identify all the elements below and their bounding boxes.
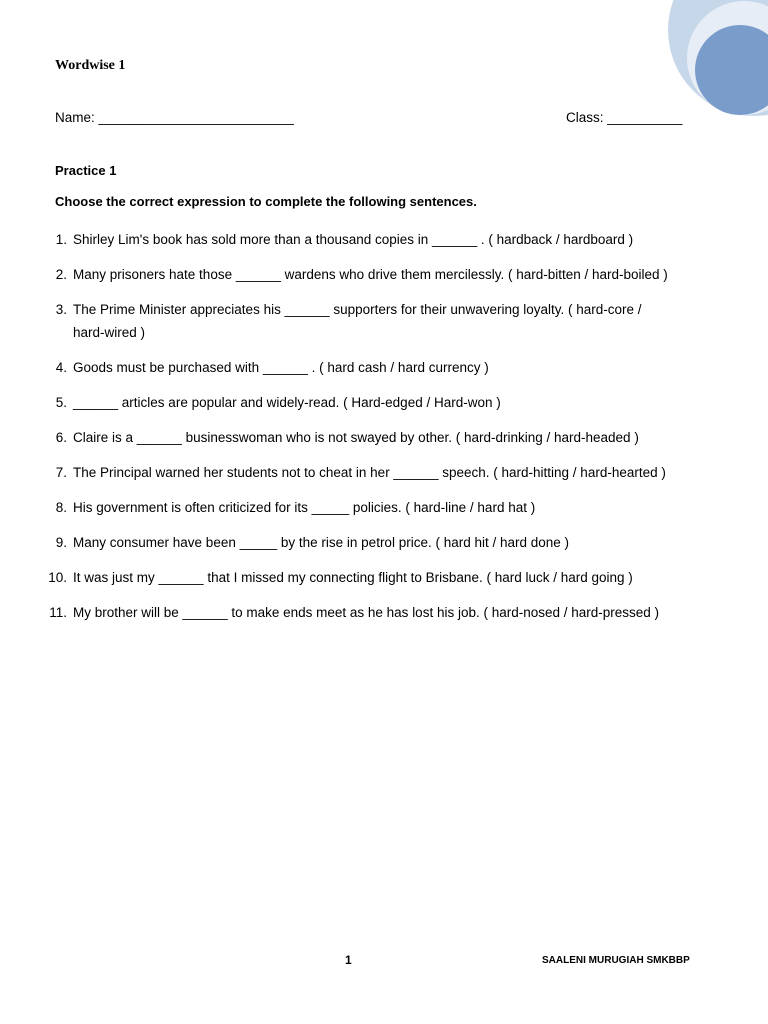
document-title: Wordwise 1 [55,58,126,73]
question-number: 8. [55,500,67,515]
question-text: Many prisoners hate those ______ wardens who drive them mercilessly. ( hard-bitten / hard-boiled ) [73,267,668,282]
practice-heading: Practice 1 [55,163,117,178]
question-item [0,263,768,286]
question-number: 10. [48,570,67,585]
question-text: Shirley Lim's book has sold more than a thousand copies in ______ . ( hardback / hardboard ) [73,232,634,247]
question-item [0,601,768,624]
question-number: 4. [55,360,67,375]
question-list [0,228,768,636]
question-number: 9. [55,535,67,550]
instruction-text: Choose the correct expression to complete the following sentences. [55,194,477,209]
question-number: 6. [55,430,67,445]
question-item [0,298,768,344]
question-number: 7. [55,465,67,480]
question-text: Goods must be purchased with ______ . ( hard cash / hard currency ) [73,360,489,375]
question-item [0,228,768,251]
question-text: The Prime Minister appreciates his ______ supporters for their unwavering loyalty. ( hard-core / hard-wired ) [73,302,642,340]
question-item [0,356,768,379]
question-item [0,426,768,449]
question-number: 3. [55,302,67,317]
question-text: His government is often criticized for its _____ policies. ( hard-line / hard hat ) [73,500,536,515]
question-item [0,496,768,519]
question-number: 2. [55,267,67,282]
question-item [0,531,768,554]
question-text: My brother will be ______ to make ends meet as he has lost his job. ( hard-nosed / hard-pressed ) [73,605,660,620]
page-number: 1 [345,953,352,967]
class-field-label: Class: __________ [566,110,683,125]
question-text: Claire is a ______ businesswoman who is not swayed by other. ( hard-drinking / hard-headed ) [73,430,639,445]
footer-author: SAALENI MURUGIAH SMKBBP [542,955,690,966]
question-number: 1. [55,232,67,247]
decorative-circles [628,0,768,120]
question-text: ______ articles are popular and widely-read. ( Hard-edged / Hard-won ) [73,395,501,410]
question-item [0,461,768,484]
question-number: 5. [55,395,67,410]
question-text: The Principal warned her students not to cheat in her ______ speech. ( hard-hitting / hard-hearted ) [73,465,666,480]
question-item [0,566,768,589]
question-text: Many consumer have been _____ by the rise in petrol price. ( hard hit / hard done ) [73,535,570,550]
question-text: It was just my ______ that I missed my connecting flight to Brisbane. ( hard luck / hard going ) [73,570,633,585]
question-item [0,391,768,414]
question-number: 11. [49,605,67,620]
name-field-label: Name: __________________________ [55,110,294,125]
